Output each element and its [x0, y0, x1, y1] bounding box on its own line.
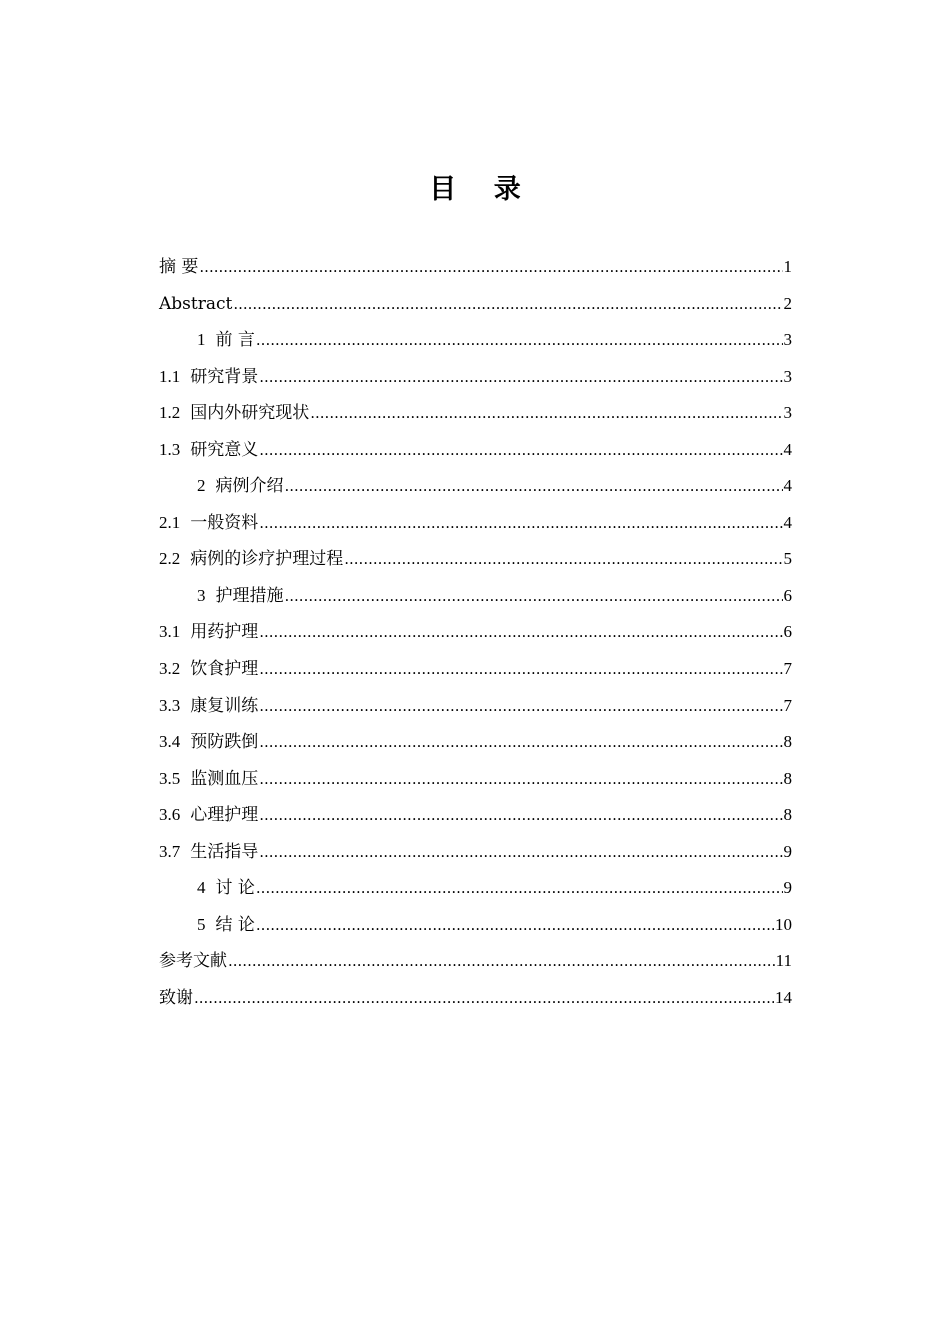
toc-entry[interactable]	[159, 871, 792, 908]
toc-dot-leader	[259, 725, 782, 759]
toc-entry-number: 3.2	[159, 659, 181, 679]
toc-entry-number: 2.2	[159, 549, 181, 569]
toc-entry-title: 用药护理	[190, 622, 259, 643]
toc-entry-label	[159, 689, 258, 723]
toc-title: 目 录	[429, 174, 535, 205]
toc-entry-title: 摘 要	[159, 257, 199, 277]
toc-dot-leader	[285, 469, 783, 503]
toc-entry-title: 参考文献	[159, 951, 227, 972]
toc-entry-page-number: 9	[783, 878, 792, 898]
toc-entry-label	[197, 871, 255, 905]
toc-entry-page-number: 2	[783, 293, 792, 313]
toc-entry-title: 讨 论	[215, 878, 255, 899]
toc-dot-leader	[259, 615, 782, 649]
toc-dot-leader	[256, 871, 783, 905]
toc-entry-label	[159, 944, 227, 978]
toc-entry[interactable]	[159, 396, 792, 433]
toc-entry-number: 3.7	[159, 841, 181, 861]
toc-entry-label	[197, 469, 284, 503]
toc-entry-label	[159, 250, 198, 284]
toc-dot-leader	[199, 250, 782, 284]
toc-dot-leader	[228, 944, 775, 978]
toc-entry-number: 4	[197, 878, 206, 898]
toc-entry-title: 护理措施	[215, 585, 284, 606]
toc-entry-number: 3	[197, 585, 206, 605]
toc-dot-leader	[194, 981, 774, 1015]
toc-entry-title: Abstract	[159, 293, 233, 314]
toc-dot-leader	[285, 579, 783, 613]
toc-entry-label	[159, 725, 258, 759]
toc-entry[interactable]	[159, 579, 792, 616]
toc-dot-leader	[259, 506, 782, 540]
toc-entry-number: 3.3	[159, 695, 181, 715]
toc-entry-page-number: 5	[783, 549, 792, 569]
toc-entry-title: 一般资料	[190, 512, 259, 533]
toc-entry-number: 3.6	[159, 805, 181, 825]
toc-dot-leader	[259, 689, 782, 723]
toc-entry[interactable]	[159, 981, 792, 1018]
toc-entry-title: 病例的诊疗护理过程	[190, 549, 344, 570]
toc-entry[interactable]	[159, 725, 792, 762]
toc-dot-leader	[310, 396, 782, 430]
toc-entry-number: 1.2	[159, 403, 181, 423]
toc-entry[interactable]	[159, 689, 792, 726]
toc-entry-page-number: 8	[783, 768, 792, 788]
toc-entry-label	[197, 908, 255, 942]
toc-entry-page-number: 10	[775, 914, 792, 934]
toc-entry-number: 3.1	[159, 622, 181, 642]
toc-entry-title: 预防跌倒	[190, 732, 259, 753]
toc-entry-title: 研究意义	[190, 439, 259, 460]
toc-entry[interactable]	[159, 323, 792, 360]
toc-entry[interactable]	[159, 944, 792, 981]
toc-dot-leader	[256, 908, 774, 942]
toc-entry-label	[159, 287, 232, 321]
toc-entry[interactable]	[159, 469, 792, 506]
toc-entry-label	[159, 433, 258, 467]
toc-entry-label	[159, 835, 258, 869]
toc-entry-page-number: 1	[783, 257, 792, 276]
toc-entry-page-number: 7	[783, 659, 792, 679]
toc-entry[interactable]	[159, 433, 792, 470]
toc-entry-page-number: 3	[783, 403, 792, 423]
toc-entry-page-number: 4	[783, 512, 792, 532]
toc-entry-label	[159, 798, 258, 832]
toc-entry-page-number: 8	[783, 805, 792, 825]
toc-entry-page-number: 11	[775, 951, 792, 971]
toc-entry-title: 结 论	[215, 914, 255, 935]
toc-dot-leader	[259, 798, 782, 832]
toc-entry[interactable]	[159, 250, 792, 287]
toc-dot-leader	[259, 835, 782, 869]
toc-entry-label	[159, 981, 193, 1015]
toc-entry-title: 前 言	[215, 330, 255, 351]
toc-entry-page-number: 7	[783, 695, 792, 715]
toc-dot-leader	[233, 287, 782, 321]
toc-dot-leader	[259, 433, 782, 467]
toc-entry[interactable]	[159, 835, 792, 872]
toc-entry[interactable]	[159, 762, 792, 799]
toc-entry[interactable]	[159, 542, 792, 579]
toc-entry-title: 饮食护理	[190, 659, 259, 680]
toc-entry-label	[159, 360, 258, 394]
toc-entry-page-number: 6	[783, 585, 792, 605]
toc-entry-number: 1.1	[159, 366, 181, 386]
toc-entry-page-number: 4	[783, 476, 792, 496]
toc-entry-title: 病例介绍	[215, 476, 284, 497]
toc-entry-label	[159, 506, 258, 540]
toc-entry-number: 2.1	[159, 512, 181, 532]
toc-dot-leader	[344, 542, 782, 576]
toc-entry[interactable]	[159, 506, 792, 543]
toc-entry-page-number: 6	[783, 622, 792, 642]
toc-entry[interactable]	[159, 908, 792, 945]
toc-entry-title: 监测血压	[190, 768, 259, 789]
toc-entry-page-number: 3	[783, 366, 792, 386]
toc-entry-label	[159, 615, 258, 649]
toc-entry[interactable]	[159, 287, 792, 324]
toc-entry-label	[159, 542, 343, 576]
toc-list	[159, 250, 792, 1017]
toc-entry-title: 康复训练	[190, 695, 259, 716]
toc-entry-number: 1	[197, 330, 206, 350]
toc-dot-leader	[259, 360, 782, 394]
toc-dot-leader	[259, 652, 782, 686]
toc-entry[interactable]	[159, 798, 792, 835]
toc-entry-title: 国内外研究现状	[190, 403, 310, 424]
toc-dot-leader	[256, 323, 783, 357]
toc-entry-label	[159, 396, 309, 430]
toc-entry-number: 1.3	[159, 439, 181, 459]
toc-entry-label	[197, 323, 255, 357]
toc-entry[interactable]	[159, 360, 792, 397]
toc-entry-title: 致谢	[159, 987, 193, 1008]
toc-entry-page-number: 3	[783, 330, 792, 350]
toc-dot-leader	[259, 762, 782, 796]
toc-entry-number: 5	[197, 914, 206, 934]
toc-entry[interactable]	[159, 615, 792, 652]
toc-entry-number: 3.5	[159, 768, 181, 788]
toc-entry-page-number: 8	[783, 732, 792, 752]
toc-entry-label	[159, 762, 258, 796]
toc-entry-label	[197, 579, 284, 613]
toc-entry[interactable]	[159, 652, 792, 689]
toc-entry-page-number: 4	[783, 439, 792, 459]
toc-entry-title: 心理护理	[190, 805, 259, 826]
toc-entry-page-number: 9	[783, 841, 792, 861]
toc-entry-page-number: 14	[775, 987, 792, 1007]
toc-entry-title: 研究背景	[190, 366, 259, 387]
toc-entry-number: 2	[197, 476, 206, 496]
toc-entry-title: 生活指导	[190, 841, 259, 862]
toc-entry-label	[159, 652, 258, 686]
toc-entry-number: 3.4	[159, 732, 181, 752]
